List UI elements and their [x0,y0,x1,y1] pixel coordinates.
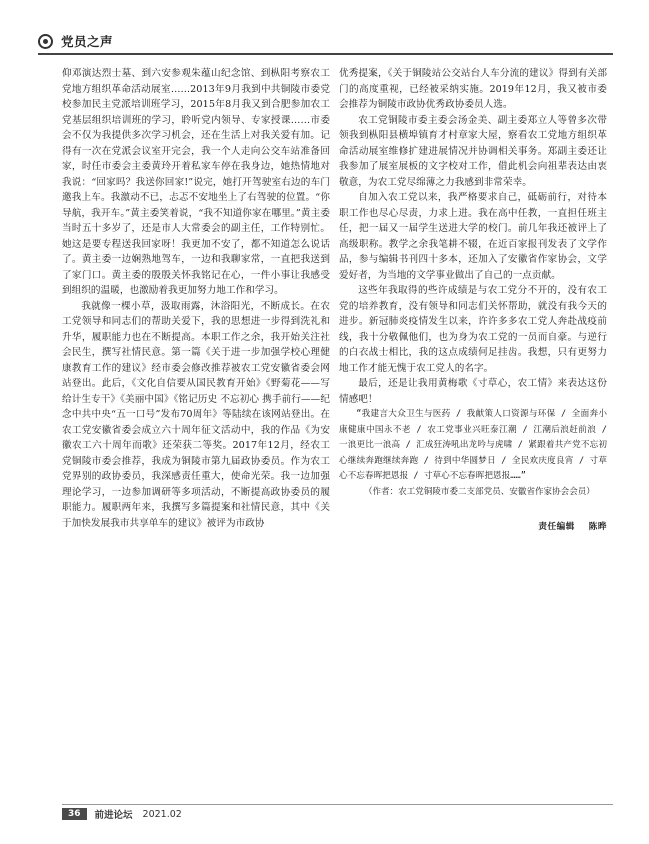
page-footer [62,807,182,821]
right-paragraph-4: 这些年我取得的些许成绩是与农工党分不开的，没有农工党的培养教育，没有领导和同志们关怀帮助，就没有我今天的进步。新冠肺炎疫情发生以来，许许多多农工党人奔赴战疫前线，我十分敬佩他们，也为身为农工党的一员而自豪。与逆行的白衣战士相比，我的这点成绩何足挂齿。我想，只有更努力地工作才能无愧于农工党人的名字。 [339,285,607,374]
editor-label: 责任编辑 [538,522,575,532]
author-note: （作者：农工党铜陵市委二支部党员、安徽省作家协会会员） [364,486,595,497]
left-column [62,66,330,531]
right-column [339,66,607,536]
left-paragraph-1: 仰邓演达烈士墓、到六安参观朱蕴山纪念馆、到枞阳考察农工党地方组织革命活动展室……2013年9月我到中共铜陵市委党校参加民主党派培训班学习，2015年8月我又到合肥参加农工党基层组织培训班的学习，聆听党内领导、专家授课……市委会不仅为我提供多次学习机会，还在生活上对我关爱有加。记得有一次在党派会议室开完会，我一个人走向公交车站准备回家，时任市委会主委黄玲开着私家车停在我身边，她热情地对我说：“回家吗？我送你回家!”说完，她打开驾驶室右边的车门邀我上车。我激动不已，忐忑不安地坐上了右驾驶的位置。“你导航，我开车。”黄主委笑着说，“我不知道你家在哪里。”黄主委当时五十多岁了，还是市人大常委会的副主任，工作特别忙。她这是要专程送我回家呀！我更加不安了，都不知道怎么说话了。黄主委一边娴熟地驾车，一边和我聊家常，一直把我送到了家门口。黄主委的殷殷关怀我铭记在心，一件小事让我感受到组织的温暖，也激励着我更加努力地工作和学习。 [62,68,330,296]
right-paragraph-5: 最后，还是让我用黄梅歌《寸草心，农工情》来表达这份情感吧！ [339,378,607,405]
editor-credit [339,520,607,536]
right-paragraph-3: 自加入农工党以来，我严格要求自己，砥砺前行，对待本职工作也尽心尽责，力求上进。我在高中任教，一直担任班主任，把一届又一届学生送进大学的校门。前几年我还被评上了高级职称。教学之余我笔耕不辍，在近百家报刊发表了文学作品，参与编辑书刊四十多本，还加入了安徽省作家协会，文学爱好者，为当地的文学事业做出了自己的一点贡献。 [339,192,607,281]
footer-divider [62,804,613,805]
song-lyrics: “我建言大众卫生与医药 / 我献策人口资源与环保 / 全面奔小康健康中国永不老 / 农工党事业兴旺泰江潮 / 江潮后浪赶前浪 / 一浪更比一浪高 / 汇成狂涛吼出龙吟与虎啸 / 紧跟着共产党不忘初心继续奔跑继续奔跑 / 待到中华圆梦日 / 全民欢庆度良宵 / 寸草心不忘春晖把恩报 / 寸草心不忘春晖把恩报……” [339,409,607,481]
section-logo-icon [38,34,53,49]
section-title: 党员之声 [61,34,114,49]
header-divider [38,53,613,55]
magazine-name: 前进论坛 [94,810,133,821]
issue-number: 2021.02 [142,808,182,820]
page-header [38,30,613,52]
editor-name: 陈晔 [588,522,607,532]
right-paragraph-1: 优秀提案，《关于铜陵站公交站台人车分流的建议》得到有关部门的高度重视，已经被采纳实施。2019年12月，我又被市委会推荐为铜陵市政协优秀政协委员人选。 [339,68,607,110]
left-paragraph-2: 我就像一棵小草，汲取雨露，沐浴阳光，不断成长。在农工党领导和同志们的帮助关爱下，我的思想进一步得到洗礼和升华，履职能力也在不断提高。本职工作之余，我开始关注社会民生，撰写社情民意。第一篇《关于进一步加强学校心理健康教育工作的建议》经市委会修改推荐被农工党安徽省委会网站登出。此后，《文化自信要从国民教育开始》《野菊花——写给计生专干》《美丽中国》《铭记历史 不忘初心 携手前行——纪念中共中央“五一口号”发布70周年》等陆续在该网站登出。在农工党安徽省委会成立六十周年征文活动中，我的作品《为安徽农工六十周年而歌》还荣获二等奖。2017年12月，经农工党铜陵市委会推荐，我成为铜陵市第九届政协委员。作为农工党界别的政协委员，我深感责任重大，使命光荣。我一边加强理论学习，一边参加调研等多项活动，不断提高政协委员的履职能力。履职两年来，我撰写多篇提案和社情民意，其中《关于加快发展我市共享单车的建议》被评为市政协 [62,300,330,529]
right-paragraph-2: 农工党铜陵市委主委会汤金美、副主委郑立人等曾多次带领我到枞阳县横埠镇育才村章家大屋，察看农工党地方组织革命活动展室维修扩建进展情况并协调相关事务。郑副主委还让我参加了展室展板的文字校对工作，借此机会向祖辈表达由衷敬意，为农工党尽绵薄之力我感到非常荣幸。 [339,114,607,188]
page-number: 36 [62,808,87,820]
